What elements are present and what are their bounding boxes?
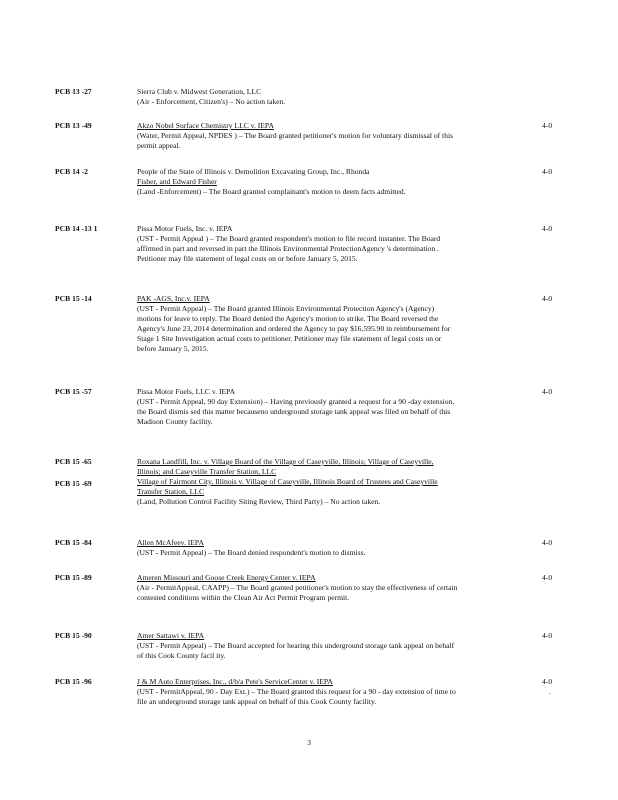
case-body xyxy=(137,631,459,661)
case-caption-line: Pissa Motor Fuels, Inc. v. IEPA xyxy=(137,224,233,233)
page-number: 3 xyxy=(307,738,311,747)
case-number: PCB 15 -96 xyxy=(55,677,92,686)
vote-count: 4-0 xyxy=(542,538,553,547)
case-body xyxy=(137,457,459,507)
case-summary: (UST - PermitAppeal, 90 - Day Ext.) – The Board granted this request for a 90 - day extension of time to file an underground storage tank appeal on behalf of this Cook County facility. xyxy=(137,687,456,706)
vote-count: 4-0 xyxy=(542,121,553,130)
case-number: PCB 15 -57 xyxy=(55,387,92,396)
case-summary: (UST - Permit Appeal ) – The Board granted respondent's motion to file record instanter. The Board affirmed in part and reversed in part the Illinois Environmental ProtectionAgency 's determination . Petitioner may file statement of legal costs on or before January 5, 2015. xyxy=(137,234,441,263)
case-body xyxy=(137,538,459,558)
vote-count: 4-0 xyxy=(542,573,553,582)
case-summary: (UST - Permit Appeal) – The Board granted Illinois Environmental Protection Agency's (Agency) motions for leave to reply. The Board denied the Agency's motion to strike. The Board reversed the Agency's June 23, 2014 determination and ordered the Agency to pay $16,595.90 in reimbursement for Stage 1 Site Investigation actual costs to petitioner. Petitioner may file statement of legal costs on or before January 5, 2015. xyxy=(137,304,451,353)
vote-mark: . xyxy=(549,687,551,696)
vote-count: 4-0 xyxy=(542,677,553,686)
case-caption: Roxana Landfill, Inc. v. Village Board of the Village of Caseyville, Illinois; Village of Caseyville, Illinois; and Caseyville Transfer Station, LLC xyxy=(137,457,434,476)
case-number: PCB 15 -65 xyxy=(55,457,92,466)
vote-count: 4-0 xyxy=(542,294,553,303)
case-number: PCB 13 -49 xyxy=(55,121,92,130)
case-caption-line: People of the State of Illinois v. Demolition Excavating Group, Inc., Rhonda xyxy=(137,167,370,176)
case-summary: (UST - Permit Appeal) – The Board denied respondent's motion to dismiss. xyxy=(137,548,366,557)
case-caption: Sierra Club v. Midwest Generation, LLC xyxy=(137,87,262,96)
case-summary: (Land, Pollution Control Facility Siting Review, Third Party) – No action taken. xyxy=(137,497,381,506)
case-caption-secondary: Village of Fairmont City, Illinois v. Village of Caseyville, Illinois Board of Trustees and Caseyville Transfer Station, LLC xyxy=(137,477,438,496)
case-number-secondary: PCB 15 -69 xyxy=(55,479,92,488)
case-caption: Akzo Nobel Surface Chemistry LLC v. IEPA xyxy=(137,121,274,130)
vote-count: 4-0 xyxy=(542,387,553,396)
case-summary: (Air - Enforcement, Citizen's) – No action taken. xyxy=(137,97,286,106)
case-number: PCB 15 -84 xyxy=(55,538,92,547)
case-caption: Ameren Missouri and Goose Creek Energy Center v. IEPA xyxy=(137,573,316,582)
case-number: PCB 15 -89 xyxy=(55,573,92,582)
case-body xyxy=(137,294,459,354)
case-caption-line: Pissa Motor Fuels, LLC v. IEPA xyxy=(137,387,236,396)
vote-count: 4-0 xyxy=(542,167,553,176)
case-caption: Fisher, and Edward Fisher xyxy=(137,177,217,186)
case-summary: (Water, Permit Appeal, NPDES ) – The Board granted petitioner's motion for voluntary dismissal of this permit appeal. xyxy=(137,131,454,150)
case-body xyxy=(137,224,459,264)
case-caption: J & M Auto Enterprises, Inc., d/b/a Pete's ServiceCenter v. IEPA xyxy=(137,677,333,686)
case-number: PCB 15 -14 xyxy=(55,294,92,303)
case-number: PCB 14 -13 1 xyxy=(55,224,98,233)
case-summary: (UST - Permit Appeal) – The Board accepted for hearing this underground storage tank appeal on behalf of this Cook County facil ity. xyxy=(137,641,455,660)
case-summary: (UST - Permit Appeal, 90 day Extension) – Having previously granted a request for a 90 -day extension, the Board dismis sed this matter becauseno underground storage tank appeal was filed on behalf of this Madison County facility. xyxy=(137,397,455,426)
vote-count: 4-0 xyxy=(542,224,553,233)
case-number: PCB 13 -27 xyxy=(55,87,92,96)
case-number: PCB 15 -90 xyxy=(55,631,92,640)
vote-count: 4-0 xyxy=(542,631,553,640)
case-number: PCB 14 -2 xyxy=(55,167,88,176)
case-body xyxy=(137,167,459,197)
case-body xyxy=(137,387,459,427)
case-body xyxy=(137,677,459,707)
case-body xyxy=(137,121,459,151)
case-body xyxy=(137,573,459,603)
case-caption: PAK -AGS, Inc.v. IEPA xyxy=(137,294,210,303)
case-summary: (Land -Enforcement) – The Board granted complainant's motion to deem facts admitted. xyxy=(137,187,406,196)
case-summary: (Air - PermitAppeal, CAAPP) – The Board granted petitioner's motion to stay the effectiveness of certain contested conditions within the Clean Air Act Permit Program permit. xyxy=(137,583,458,602)
case-caption: Allen McAfeev. IEPA xyxy=(137,538,204,547)
case-body xyxy=(137,87,459,107)
case-caption: Amer Sattawi v. IEPA xyxy=(137,631,205,640)
